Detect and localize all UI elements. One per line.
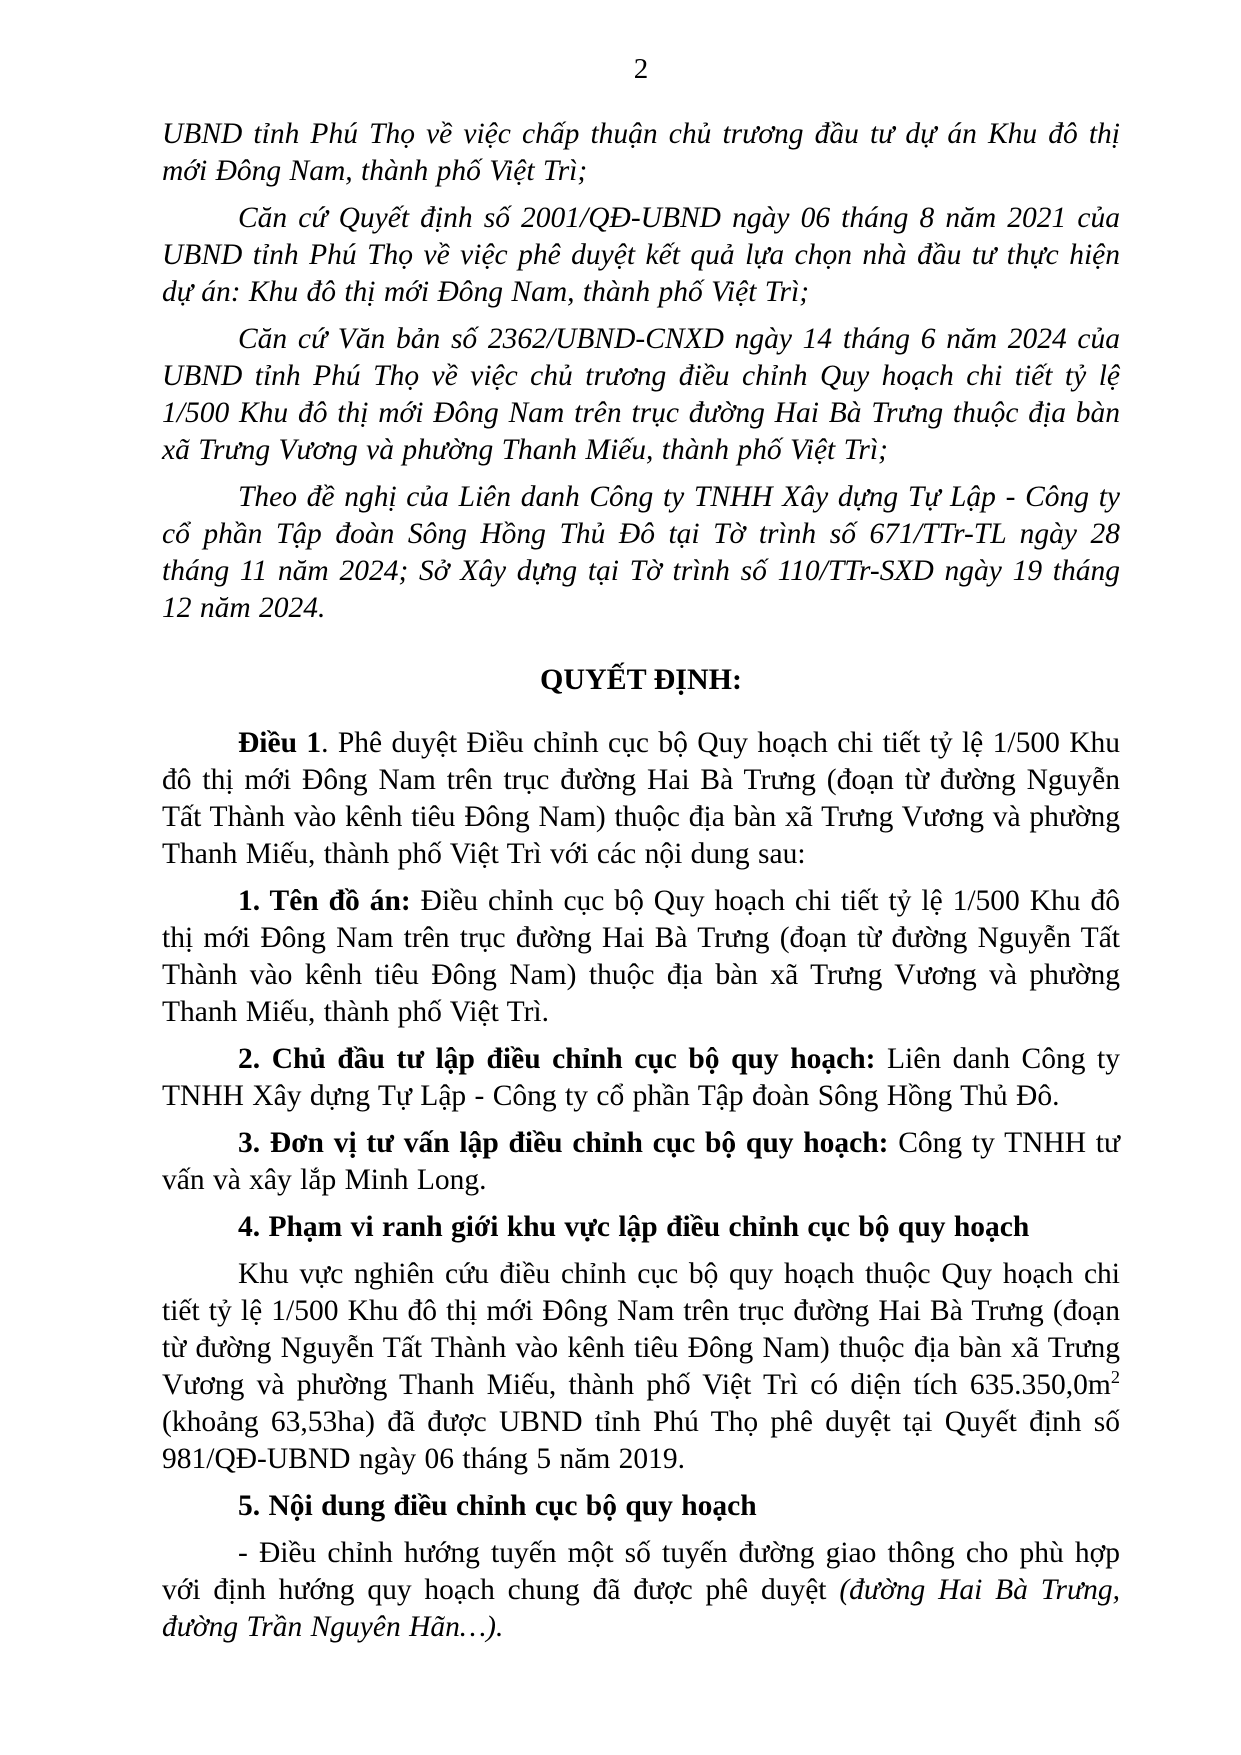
section-3-label: 3. Đơn vị tư vấn lập điều chỉnh cục bộ quy hoạch: [238,1127,889,1159]
preamble-continuation-paragraph: UBND tỉnh Phú Thọ về việc chấp thuận chủ trương đầu tư dự án Khu đô thị mới Đông Nam, thành phố Việt Trì; [162,118,1120,187]
section-1-text: Điều chỉnh cục bộ Quy hoạch chi tiết tỷ lệ 1/500 Khu đô thị mới Đông Nam trên trục đường Hai Bà Trưng (đoạn từ đường Nguyễn Tất Thành vào kênh tiêu Đông Nam) thuộc địa bàn xã Trưng Vương và phường Thanh Miếu, thành phố Việt Trì. [162,885,1120,1028]
section-2-text: Liên danh Công ty TNHH Xây dựng Tự Lập - Công ty cổ phần Tập đoàn Sông Hồng Thủ Đô. [162,1043,1120,1112]
page-content [162,50,1120,1656]
section-5-heading: 5. Nội dung điều chỉnh cục bộ quy hoạch [238,1490,757,1522]
article-1-label: Điều 1 [238,727,322,759]
section-5-item-text: - Điều chỉnh hướng tuyến một số tuyến đường giao thông cho phù hợp với định hướng quy hoạch chung đã được phê duyệt [162,1537,1120,1606]
square-meter-superscript: 2 [1110,1367,1120,1388]
section-1-label: 1. Tên đồ án: [238,885,411,917]
section-4-body-text: Khu vực nghiên cứu điều chỉnh cục bộ quy hoạch thuộc Quy hoạch chi tiết tỷ lệ 1/500 Khu đô thị mới Đông Nam trên trục đường Hai Bà Trưng (đoạn từ đường Nguyễn Tất Thành vào kênh tiêu Đông Nam) thuộc địa bàn xã Trưng Vương và phường Thanh Miếu, thành phố Việt Trì có diện tích 635.350,0m [162,1258,1120,1401]
section-5-item-paragraph [162,1535,1120,1646]
decision-title: QUYẾT ĐỊNH: [540,663,742,696]
section-2-label: 2. Chủ đầu tư lập điều chỉnh cục bộ quy hoạch: [238,1043,876,1075]
section-5-item-italic-note: (đường Hai Bà Trưng, đường Trần Nguyên Hãn…). [162,1574,1120,1643]
section-3-text: Công ty TNHH tư vấn và xây lắp Minh Long. [162,1127,1120,1196]
preamble-can-cu-2001-paragraph: Căn cứ Quyết định số 2001/QĐ-UBND ngày 06 tháng 8 năm 2021 của UBND tỉnh Phú Thọ về việc phê duyệt kết quả lựa chọn nhà đầu tư thực hiện dự án: Khu đô thị mới Đông Nam, thành phố Việt Trì; [162,202,1120,308]
section-4-heading: 4. Phạm vi ranh giới khu vực lập điều chỉnh cục bộ quy hoạch [238,1211,1030,1243]
preamble-can-cu-2362-paragraph: Căn cứ Văn bản số 2362/UBND-CNXD ngày 14 tháng 6 năm 2024 của UBND tỉnh Phú Thọ về việc chủ trương điều chỉnh Quy hoạch chi tiết tỷ lệ 1/500 Khu đô thị mới Đông Nam trên trục đường Hai Bà Trưng thuộc địa bàn xã Trưng Vương và phường Thanh Miếu, thành phố Việt Trì; [162,323,1120,466]
page-number: 2 [633,53,649,85]
section-4-body-text-continued: (khoảng 63,53ha) đã được UBND tỉnh Phú Thọ phê duyệt tại Quyết định số 981/QĐ-UBND ngày 06 tháng 5 năm 2019. [162,1406,1120,1475]
section-2-paragraph [162,1041,1120,1115]
section-4-body-paragraph [162,1256,1120,1478]
section-3-paragraph [162,1125,1120,1199]
article-1-text: . Phê duyệt Điều chỉnh cục bộ Quy hoạch chi tiết tỷ lệ 1/500 Khu đô thị mới Đông Nam trên trục đường Hai Bà Trưng (đoạn từ đường Nguyễn Tất Thành vào kênh tiêu Đông Nam) thuộc địa bàn xã Trưng Vương và phường Thanh Miếu, thành phố Việt Trì với các nội dung sau: [162,727,1120,870]
preamble-theo-de-nghi-paragraph: Theo đề nghị của Liên danh Công ty TNHH Xây dựng Tự Lập - Công ty cổ phần Tập đoàn Sông Hồng Thủ Đô tại Tờ trình số 671/TTr-TL ngày 28 tháng 11 năm 2024; Sở Xây dựng tại Tờ trình số 110/TTr-SXD ngày 19 tháng 12 năm 2024. [162,481,1120,624]
section-1-paragraph [162,883,1120,1031]
article-1-paragraph [162,725,1120,873]
